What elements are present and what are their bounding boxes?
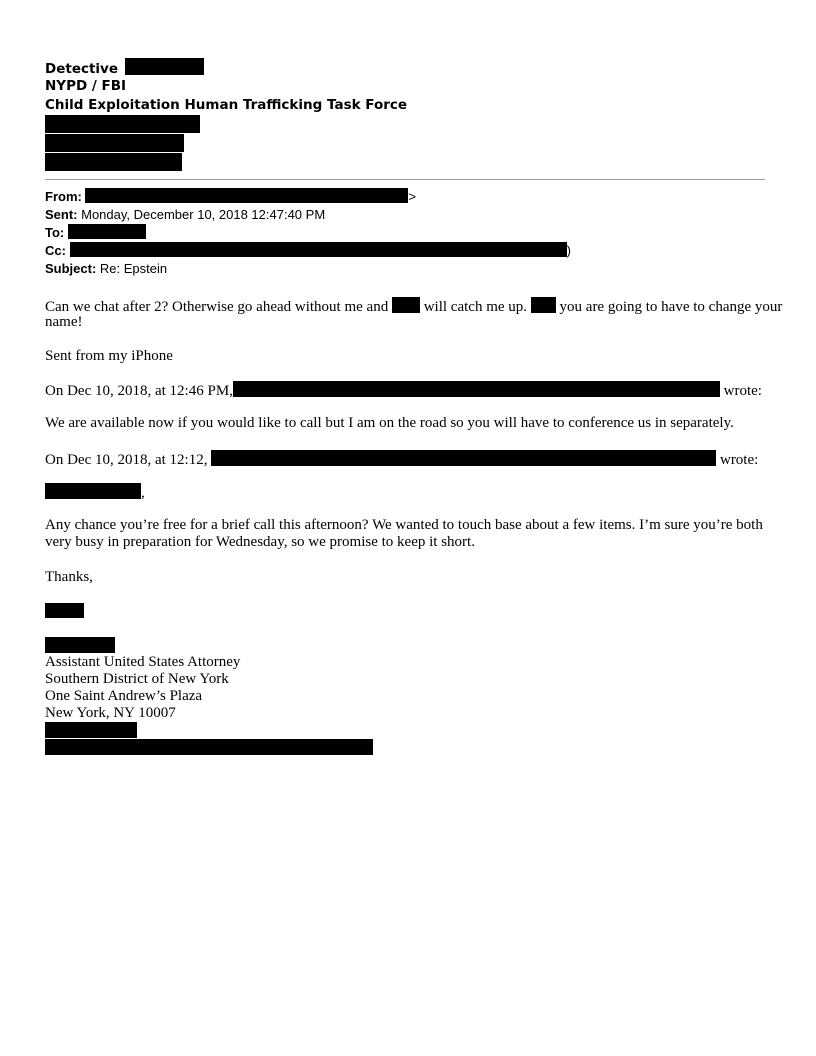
quote-intro-text: On Dec 10, 2018, at 12:46 PM, <box>45 383 233 399</box>
quote-intro-text: On Dec 10, 2018, at 12:12, <box>45 452 208 468</box>
from-suffix: > <box>408 189 417 204</box>
quote-intro-text: wrote: <box>719 452 759 468</box>
task-force-line: Child Exploitation Human Trafficking Task Force <box>45 97 408 113</box>
attorney-office: Southern District of New York <box>45 671 229 687</box>
attorney-address-2: New York, NY 10007 <box>45 705 176 721</box>
redaction-box <box>45 153 182 171</box>
from-label: From: <box>45 189 82 204</box>
sender-name-redaction <box>45 603 84 621</box>
redacted-line <box>45 153 407 172</box>
redacted-line <box>45 115 407 134</box>
cc-label: Cc: <box>45 243 66 258</box>
quoted-text-line: Any chance you’re free for a brief call this afternoon? We wanted to touch base about a few items. I’m sure you’re both <box>45 517 763 533</box>
redaction-box <box>45 134 184 152</box>
redaction-box <box>531 297 556 313</box>
redaction-box <box>45 739 373 755</box>
sender-signature <box>45 58 407 172</box>
to-line <box>45 224 571 242</box>
cc-line <box>45 242 571 260</box>
redaction-box <box>45 637 115 653</box>
reply-paragraph <box>45 297 783 331</box>
quoted-message-1: We are available now if you would like to call but I am on the road so you will have to conference us in separately. <box>45 415 734 431</box>
to-label: To: <box>45 225 65 240</box>
redacted-line <box>45 739 775 756</box>
redaction-box <box>45 722 137 738</box>
email-header <box>45 188 571 278</box>
sent-line <box>45 206 571 224</box>
detective-line <box>45 58 407 77</box>
redaction-box <box>392 297 420 313</box>
quote-intro-text: wrote: <box>723 383 762 399</box>
attorney-title: Assistant United States Attorney <box>45 654 241 670</box>
subject-label: Subject: <box>45 261 97 276</box>
attorney-signature <box>45 654 775 756</box>
reply-text-part: Can we chat after 2? Otherwise go ahead without me and <box>45 299 389 315</box>
agency-line: NYPD / FBI <box>45 78 127 94</box>
redacted-line <box>45 134 407 153</box>
subject-line <box>45 260 571 278</box>
divider-rule <box>45 179 765 180</box>
closing: Thanks, <box>45 569 93 585</box>
salutation <box>45 483 775 502</box>
redaction-box <box>45 603 84 618</box>
reply-text-part: you are going to have to change your <box>559 299 783 315</box>
cc-suffix: ) <box>566 243 571 258</box>
quote-intro-1 <box>45 381 775 400</box>
redaction-box <box>68 224 146 239</box>
redaction-box <box>211 450 716 466</box>
quoted-text-line: very busy in preparation for Wednesday, so we promise to keep it short. <box>45 534 475 550</box>
redacted-line <box>45 722 775 739</box>
reply-text-part: will catch me up. <box>423 299 528 315</box>
redaction-box <box>45 115 200 133</box>
detective-label: Detective <box>45 61 119 77</box>
from-line <box>45 188 571 206</box>
redaction-box <box>125 58 204 75</box>
redaction-box <box>45 483 141 499</box>
attorney-address-1: One Saint Andrew’s Plaza <box>45 688 203 704</box>
sent-value: Monday, December 10, 2018 12:47:40 PM <box>81 207 326 222</box>
redaction-box <box>70 242 567 257</box>
sent-label: Sent: <box>45 207 78 222</box>
subject-value: Re: Epstein <box>99 261 168 276</box>
redaction-box <box>233 381 720 397</box>
quoted-message-2 <box>45 517 775 551</box>
quote-intro-2 <box>45 450 775 469</box>
salutation-comma: , <box>141 485 145 501</box>
redaction-box <box>85 188 408 203</box>
sent-from-iphone: Sent from my iPhone <box>45 348 173 364</box>
reply-text-part: name! <box>45 314 83 330</box>
